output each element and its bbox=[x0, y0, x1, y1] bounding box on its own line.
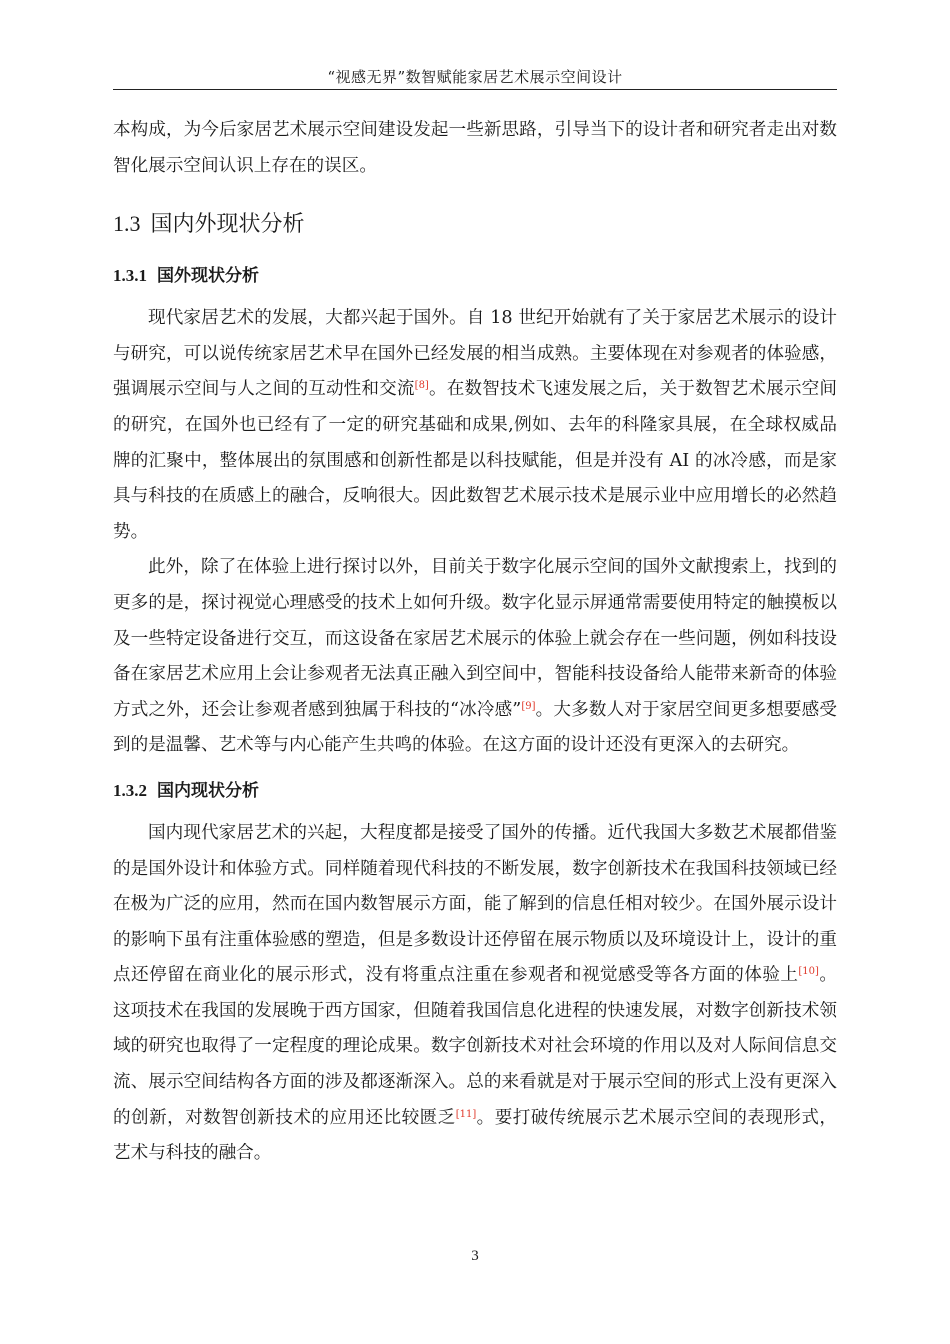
text-run: 。这项技术在我国的发展晚于西方国家，但随着我国信息化进程的快速发展，对数字创新技术领域的研究也取得了一定程度的理论成果。数字创新技术对社会环境的作用以及对人际间信息交流、展示空间结构各方面的涉及都逐渐深入。总的来看就是对于展示空间的形式上没有更深入的创新，对数智创新技术的应用还比较匮乏 bbox=[113, 965, 837, 1128]
subsection-number: 1.3.1 bbox=[113, 266, 147, 286]
text-run: 国内现代家居艺术的兴起，大程度都是接受了国外的传播。近代我国大多数艺术展都借鉴的是国外设计和体验方式。同样随着现代科技的不断发展，数字创新技术在我国科技领域已经在极为广泛的应用，然而在国内数智展示方面，能了解到的信息任相对较少。在国外展示设计的影响下虽有注重体验感的塑造，但是多数设计还停留在展示物质以及环境设计上，设计的重点还停留在商业化的展示形式，没有将重点注重在参观者和视觉感受等各方面的体验上 bbox=[113, 822, 837, 986]
subsection-title: 国内现状分析 bbox=[157, 780, 259, 801]
citation-link[interactable]: [8] bbox=[414, 380, 429, 392]
section-title: 国内外现状分析 bbox=[150, 212, 305, 238]
citation-link[interactable]: [10] bbox=[798, 966, 819, 978]
section-heading bbox=[113, 206, 837, 243]
subsection-number: 1.3.2 bbox=[113, 780, 147, 800]
citation-link[interactable]: [11] bbox=[455, 1108, 477, 1120]
text-run: 此外，除了在体验上进行探讨以外，目前关于数字化展示空间的国外文献搜索上，找到的更多的是，探讨视觉心理感受的技术上如何升级。数字化显示屏通常需要使用特定的触摸板以及一些特定设备进行交互，而这设备在家居艺术展示的体验上就会存在一些问题，例如科技设备在家居艺术应用上会让参观者无法真正融入到空间中，智能科技设备给人能带来新奇的体验方式之外，还会让参观者感到独属于科技的“冰冷感” bbox=[113, 557, 837, 720]
paragraph-domestic-1 bbox=[113, 816, 837, 1172]
page-number: 3 bbox=[471, 1248, 479, 1264]
intro-paragraph: 本构成，为今后家居艺术展示空间建设发起一些新思路，引导当下的设计者和研究者走出对数智化展示空间认识上存在的误区。 bbox=[113, 120, 837, 176]
running-header: “视感无界”数智赋能家居艺术展示空间设计 bbox=[327, 68, 623, 86]
citation-link[interactable]: [9] bbox=[521, 700, 536, 712]
subsection-heading-domestic bbox=[113, 774, 837, 808]
paragraph-foreign-2 bbox=[113, 550, 837, 764]
text-run: 。在数智技术飞速发展之后，关于数智艺术展示空间的研究，在国外也已经有了一定的研究基础和成果,例如、去年的科隆家具展，在全球权威品牌的汇聚中，整体展出的氛围感和创新性都是以科技赋能，但是并没有 AI 的冰冷感，而是家具与科技的在质感上的融合，反响很大。因此数智艺术展示技术是展示业中应用增长的必然趋势。 bbox=[113, 379, 837, 542]
page-body bbox=[113, 113, 837, 1172]
section-number: 1.3 bbox=[113, 211, 141, 237]
text-run: 。要打破传统展示艺术展示空间的表现形式，艺术与科技的融合。 bbox=[113, 1107, 837, 1164]
text-run: 现代家居艺术的发展，大都兴起于国外。自 18 世纪开始就有了关于家居艺术展示的设计与研究，可以说传统家居艺术早在国外已经发展的相当成熟。主要体现在对参观者的体验感，强调展示空间与人之间的互动性和交流 bbox=[113, 308, 837, 400]
subsection-title: 国外现状分析 bbox=[157, 266, 259, 287]
subsection-heading-foreign bbox=[113, 259, 837, 293]
text-run: 。大多数人对于家居空间更多想要感受到的是温馨、艺术等与内心能产生共鸣的体验。在这方面的设计还没有更深入的去研究。 bbox=[113, 699, 837, 756]
paragraph-foreign-1 bbox=[113, 301, 837, 550]
header-rule bbox=[113, 89, 837, 90]
